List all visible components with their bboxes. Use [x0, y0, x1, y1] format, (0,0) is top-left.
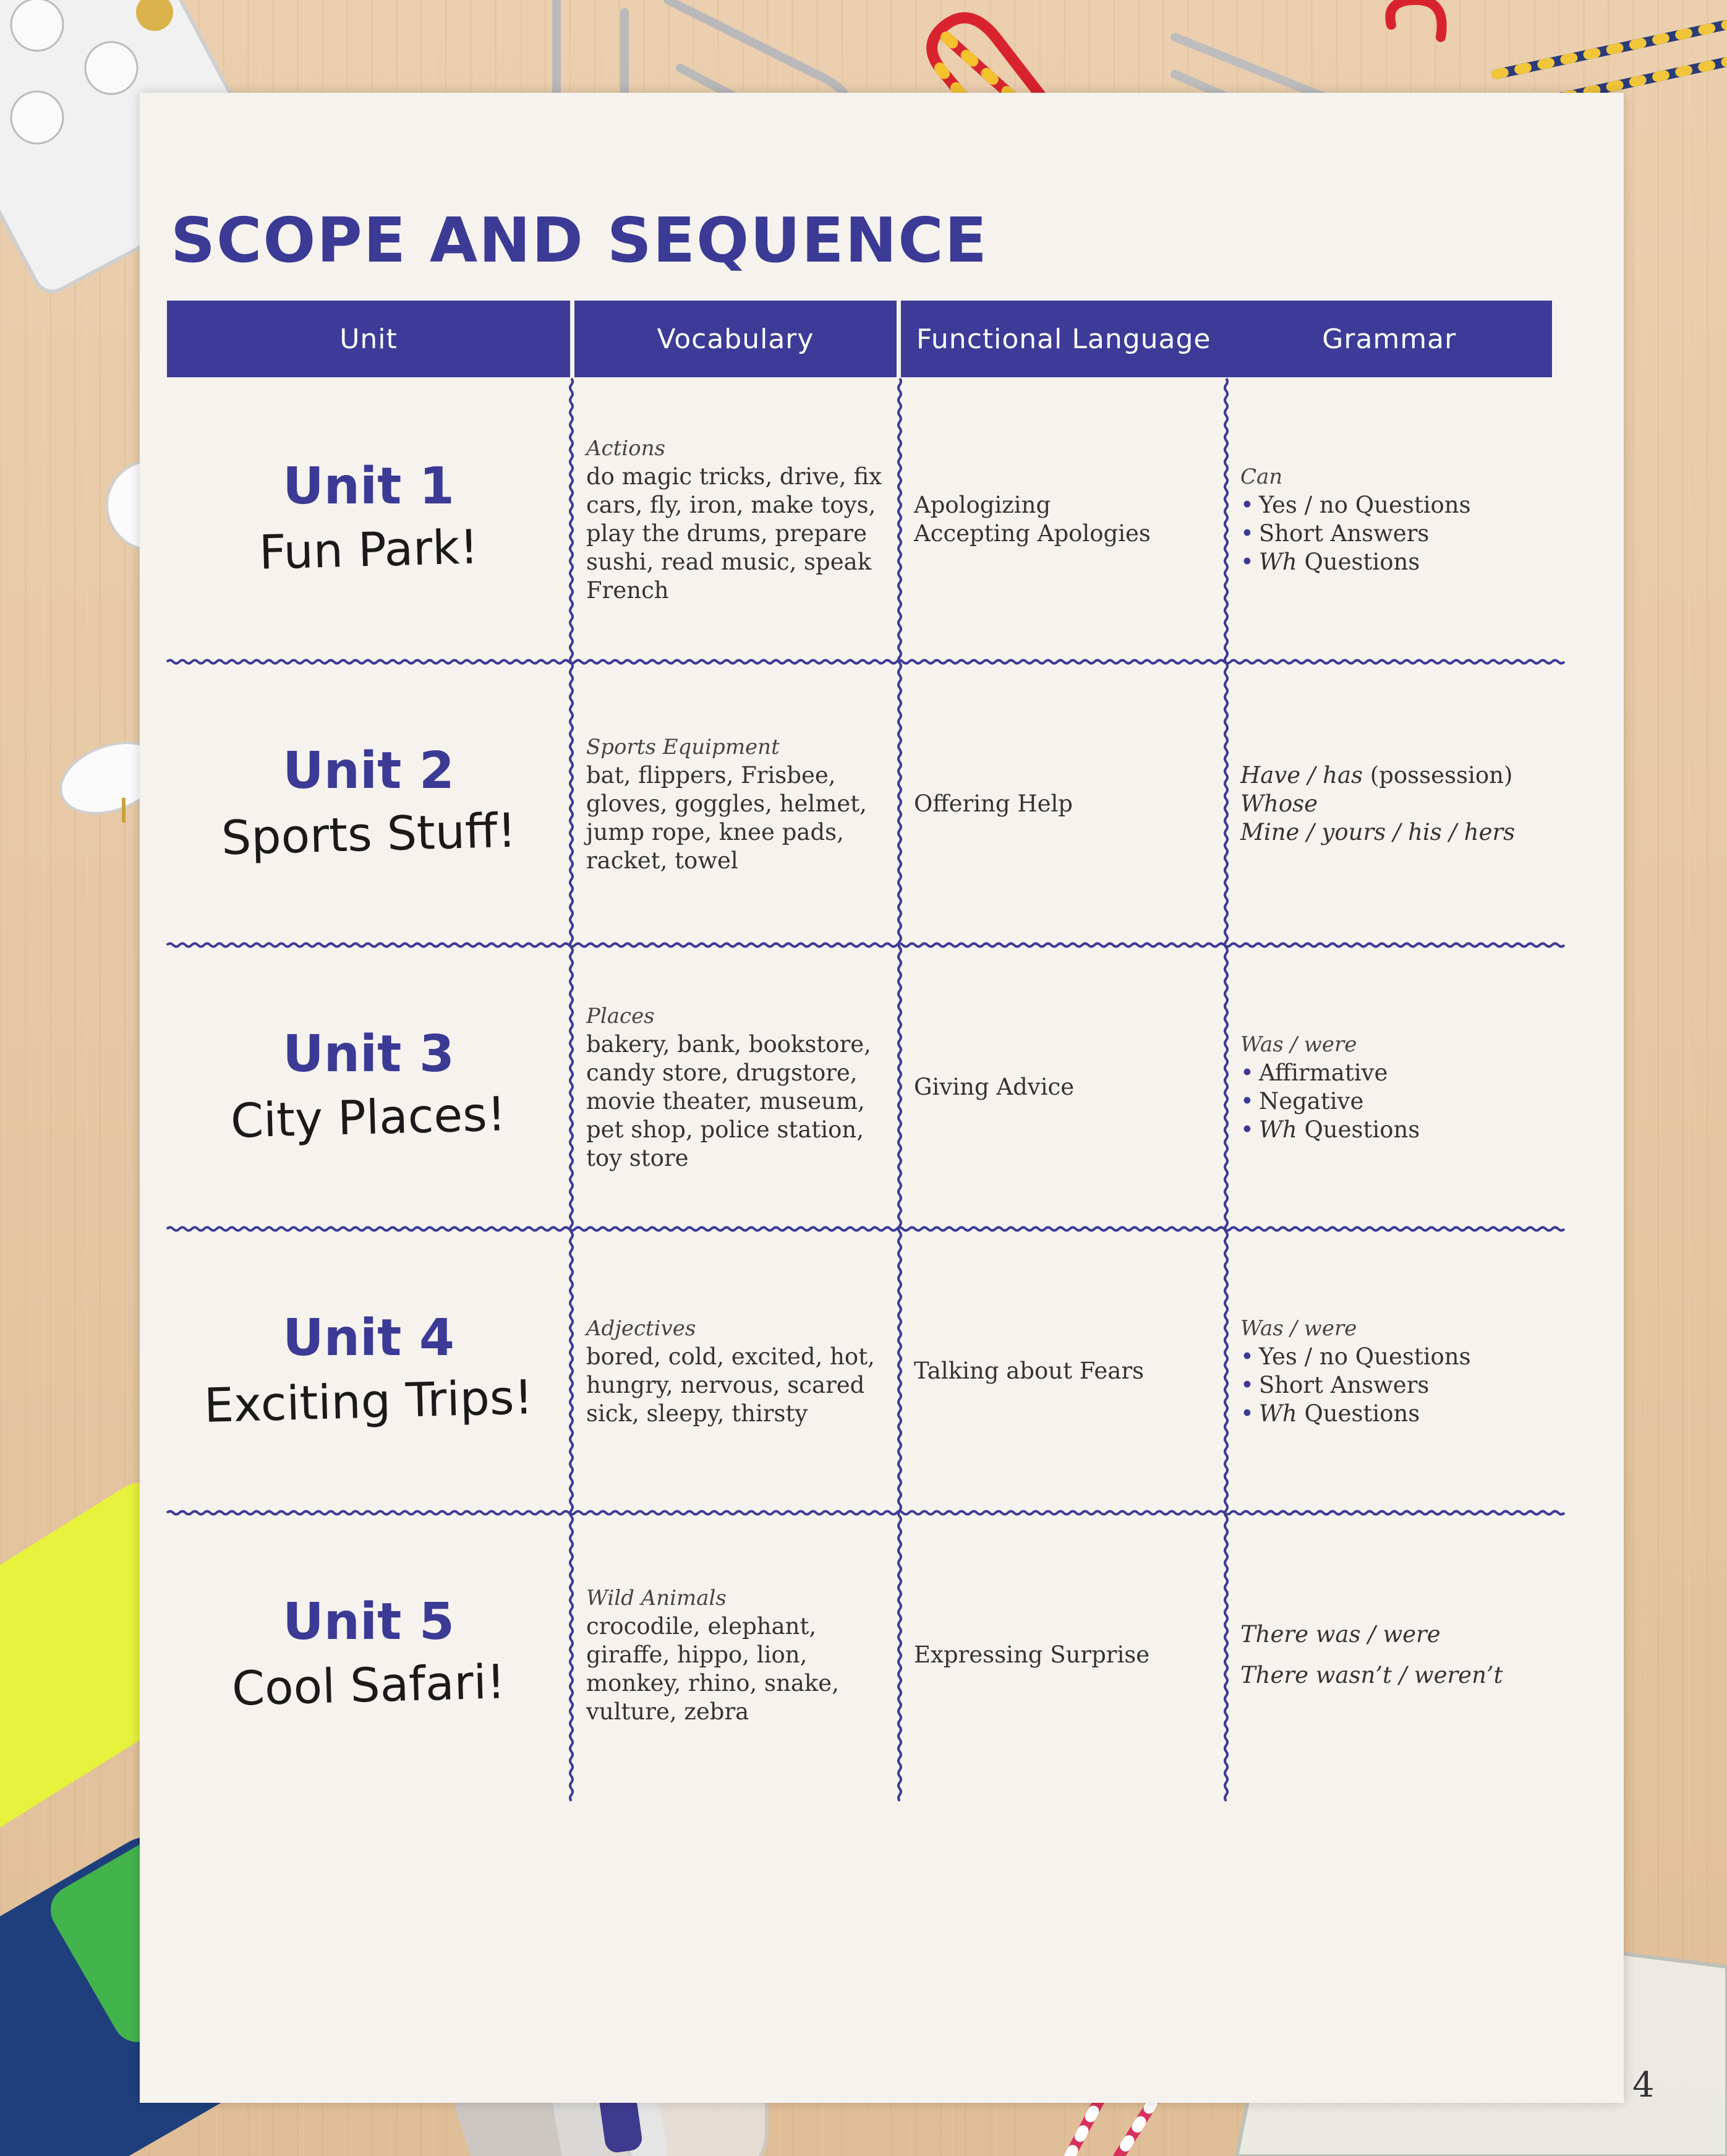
vocabulary-line: cars, fly, iron, make toys, — [586, 491, 876, 518]
grammar-item: • Wh Questions — [1240, 548, 1550, 576]
grammar-cell — [1240, 1230, 1550, 1512]
grammar-item: • Wh Questions — [1240, 1400, 1550, 1428]
grammar-title: Was / were — [1240, 1315, 1357, 1341]
unit-title: Sports Stuff! — [220, 803, 517, 866]
grammar-line: There wasn’t / weren’t — [1240, 1661, 1503, 1688]
grammar-cell — [1240, 1514, 1550, 1795]
table-row — [167, 1230, 1552, 1512]
unit-cell — [167, 946, 570, 1228]
vocabulary-line: pet shop, police station, — [586, 1116, 864, 1143]
unit-title: City Places! — [230, 1086, 507, 1149]
table-header — [167, 301, 1552, 377]
vocabulary-line: jump rope, knee pads, — [586, 818, 844, 845]
svg-text:4: 4 — [1632, 2065, 1655, 2105]
grammar-item: • Affirmative — [1240, 1059, 1550, 1087]
vocabulary-line: monkey, rhino, snake, — [586, 1669, 839, 1696]
grammar-line: Have / has (possession) — [1240, 761, 1513, 789]
grammar-item: • Wh Questions — [1240, 1116, 1550, 1144]
vocabulary-line: bored, cold, excited, hot, — [586, 1343, 875, 1370]
unit-number: Unit 4 — [283, 1308, 454, 1367]
vocabulary-line: bakery, bank, bookstore, — [586, 1030, 871, 1058]
grammar-title: Can — [1240, 464, 1283, 489]
vocabulary-category: Wild Animals — [586, 1585, 727, 1611]
unit-number: Unit 5 — [283, 1592, 454, 1651]
vocabulary-category: Actions — [586, 435, 665, 461]
vocabulary-cell — [586, 379, 895, 660]
vocabulary-line: bat, flippers, Frisbee, — [586, 761, 836, 789]
vocabulary-category: Sports Equipment — [586, 734, 780, 759]
header-unit: Unit — [167, 301, 570, 377]
functional-cell — [914, 1514, 1223, 1795]
functional-line: Giving Advice — [914, 1073, 1075, 1100]
unit-cell — [167, 1514, 570, 1795]
vocabulary-line: do magic tricks, drive, fix — [586, 463, 882, 490]
grammar-item: • Yes / no Questions — [1240, 491, 1550, 520]
functional-cell — [914, 946, 1223, 1228]
header-vocabulary: Vocabulary — [574, 301, 897, 377]
unit-number: Unit 3 — [283, 1024, 454, 1084]
table-row — [167, 379, 1552, 660]
functional-cell — [914, 663, 1223, 944]
grammar-line: Whose — [1240, 790, 1318, 817]
vocabulary-line: vulture, zebra — [586, 1698, 749, 1725]
unit-number: Unit 1 — [283, 456, 454, 516]
functional-line: Apologizing — [914, 491, 1051, 518]
vocabulary-category: Adjectives — [586, 1315, 696, 1341]
functional-line: Expressing Surprise — [914, 1641, 1150, 1668]
unit-title: Fun Park! — [258, 519, 479, 580]
table-row — [167, 1514, 1552, 1795]
unit-cell — [167, 1230, 570, 1512]
grammar-cell — [1240, 379, 1550, 660]
functional-line: Talking about Fears — [914, 1357, 1144, 1384]
vocabulary-category: Places — [586, 1003, 655, 1029]
functional-cell — [914, 379, 1223, 660]
vocabulary-line: candy store, drugstore, — [586, 1059, 858, 1086]
vocabulary-line: French — [586, 576, 669, 604]
unit-cell — [167, 663, 570, 944]
grammar-item: • Yes / no Questions — [1240, 1343, 1550, 1371]
vocabulary-line: gloves, goggles, helmet, — [586, 790, 867, 817]
page-title: SCOPE AND SEQUENCE — [171, 204, 988, 276]
grammar-item: • Short Answers — [1240, 1371, 1550, 1400]
vocabulary-line: movie theater, museum, — [586, 1087, 865, 1114]
grammar-title: Was / were — [1240, 1032, 1357, 1057]
unit-title: Cool Safari! — [231, 1654, 506, 1717]
grammar-cell — [1240, 946, 1550, 1228]
header-grammar: Grammar — [1322, 323, 1457, 355]
vocabulary-line: toy store — [586, 1144, 689, 1171]
vocabulary-line: giraffe, hippo, lion, — [586, 1641, 808, 1668]
table-row — [167, 946, 1552, 1228]
unit-cell — [167, 379, 570, 660]
functional-line: Accepting Apologies — [914, 520, 1151, 547]
vocabulary-cell — [586, 1230, 895, 1512]
vocabulary-line: racket, towel — [586, 847, 738, 874]
vocabulary-cell — [586, 1514, 895, 1795]
vocabulary-line: sick, sleepy, thirsty — [586, 1400, 808, 1427]
functional-line: Offering Help — [914, 790, 1073, 817]
grammar-item: • Negative — [1240, 1087, 1550, 1116]
grammar-cell — [1240, 663, 1550, 944]
vocabulary-line: play the drums, prepare — [586, 520, 867, 547]
header-functional-grammar — [901, 301, 1552, 377]
table-row — [167, 663, 1552, 944]
vocabulary-line: crocodile, elephant, — [586, 1612, 817, 1640]
functional-cell — [914, 1230, 1223, 1512]
vocabulary-line: sushi, read music, speak — [586, 548, 872, 575]
vocabulary-cell — [586, 946, 895, 1228]
vocabulary-cell — [586, 663, 895, 944]
vocabulary-line: hungry, nervous, scared — [586, 1371, 865, 1398]
header-functional: Functional Language — [916, 323, 1211, 355]
unit-title: Exciting Trips! — [203, 1369, 534, 1434]
unit-number: Unit 2 — [283, 741, 454, 800]
grammar-item: • Short Answers — [1240, 520, 1550, 548]
grammar-line: Mine / yours / his / hers — [1240, 818, 1516, 845]
grammar-line: There was / were — [1240, 1620, 1441, 1648]
